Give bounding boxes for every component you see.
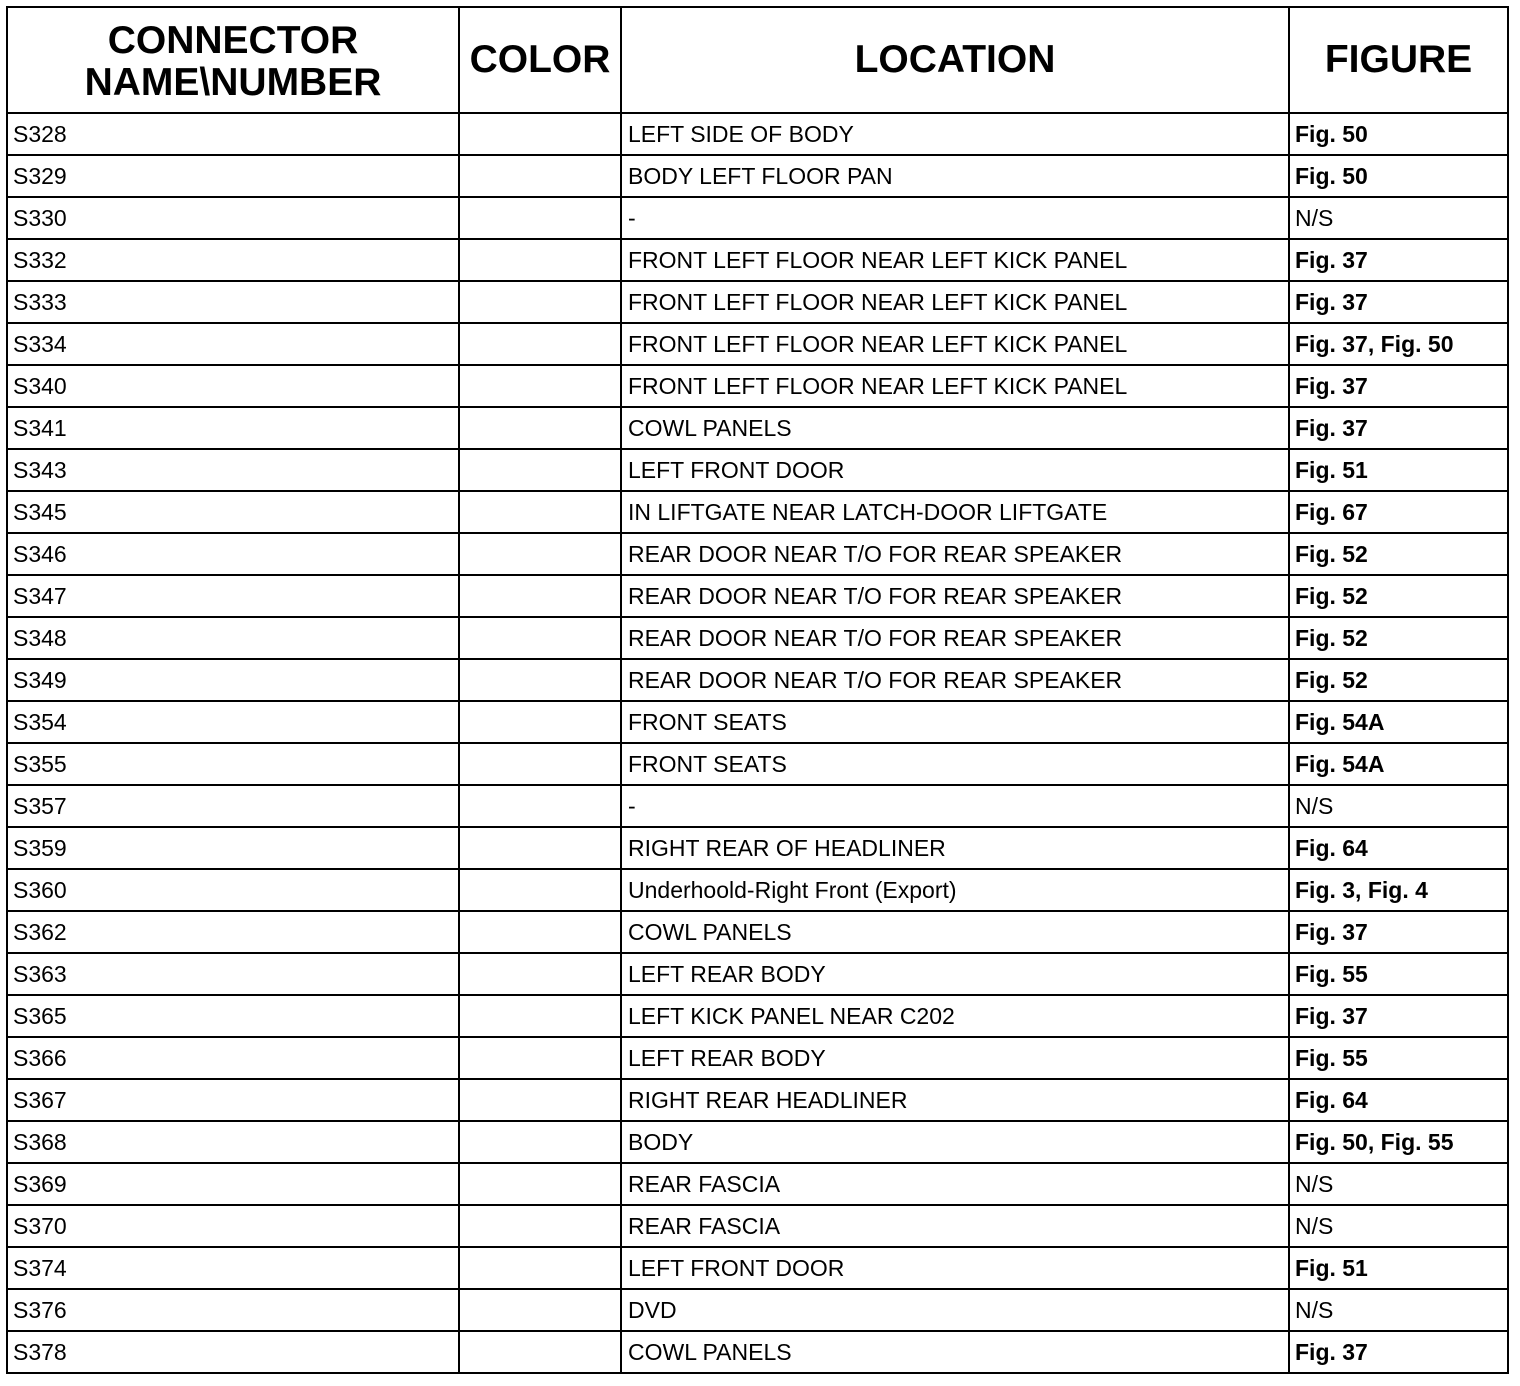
figure-cell: Fig. 37 — [1289, 1331, 1508, 1373]
color-cell — [459, 1331, 621, 1373]
connector-name-cell: S366 — [7, 1037, 459, 1079]
connector-name-cell: S357 — [7, 785, 459, 827]
color-cell — [459, 407, 621, 449]
color-cell — [459, 1037, 621, 1079]
connector-name-cell: S376 — [7, 1289, 459, 1331]
table-row — [7, 575, 1508, 617]
location-cell: IN LIFTGATE NEAR LATCH-DOOR LIFTGATE — [621, 491, 1289, 533]
figure-cell: Fig. 37 — [1289, 365, 1508, 407]
connector-name-cell: S363 — [7, 953, 459, 995]
connector-name-cell: S362 — [7, 911, 459, 953]
table-row — [7, 785, 1508, 827]
table-row — [7, 281, 1508, 323]
figure-cell: Fig. 54A — [1289, 743, 1508, 785]
table-row — [7, 533, 1508, 575]
connector-name-cell: S355 — [7, 743, 459, 785]
table-row — [7, 1121, 1508, 1163]
table-row — [7, 1163, 1508, 1205]
location-cell: COWL PANELS — [621, 407, 1289, 449]
color-cell — [459, 113, 621, 155]
table-row — [7, 365, 1508, 407]
connector-name-cell: S365 — [7, 995, 459, 1037]
connector-name-cell: S341 — [7, 407, 459, 449]
figure-cell: Fig. 51 — [1289, 1247, 1508, 1289]
figure-cell: Fig. 37, Fig. 50 — [1289, 323, 1508, 365]
color-cell — [459, 869, 621, 911]
figure-cell: Fig. 64 — [1289, 827, 1508, 869]
location-cell: COWL PANELS — [621, 1331, 1289, 1373]
color-cell — [459, 995, 621, 1037]
table-row — [7, 953, 1508, 995]
table-row — [7, 617, 1508, 659]
location-cell: DVD — [621, 1289, 1289, 1331]
table-header — [7, 7, 1508, 113]
connector-name-cell: S329 — [7, 155, 459, 197]
color-cell — [459, 575, 621, 617]
table-row — [7, 239, 1508, 281]
color-cell — [459, 911, 621, 953]
figure-cell: Fig. 37 — [1289, 239, 1508, 281]
connector-name-cell: S354 — [7, 701, 459, 743]
figure-cell: Fig. 51 — [1289, 449, 1508, 491]
figure-cell: Fig. 55 — [1289, 1037, 1508, 1079]
location-cell: LEFT KICK PANEL NEAR C202 — [621, 995, 1289, 1037]
connector-name-cell: S330 — [7, 197, 459, 239]
connector-name-cell: S348 — [7, 617, 459, 659]
connector-name-cell: S328 — [7, 113, 459, 155]
connector-name-cell: S346 — [7, 533, 459, 575]
location-cell: FRONT LEFT FLOOR NEAR LEFT KICK PANEL — [621, 239, 1289, 281]
header-location: LOCATION — [621, 7, 1289, 113]
color-cell — [459, 281, 621, 323]
header-row — [7, 7, 1508, 113]
table-row — [7, 1247, 1508, 1289]
figure-cell: Fig. 50 — [1289, 155, 1508, 197]
figure-cell: Fig. 52 — [1289, 659, 1508, 701]
location-cell: FRONT SEATS — [621, 701, 1289, 743]
location-cell: Underhoold-Right Front (Export) — [621, 869, 1289, 911]
connector-name-cell: S360 — [7, 869, 459, 911]
color-cell — [459, 659, 621, 701]
connector-name-cell: S374 — [7, 1247, 459, 1289]
location-cell: - — [621, 785, 1289, 827]
location-cell: LEFT REAR BODY — [621, 1037, 1289, 1079]
location-cell: LEFT FRONT DOOR — [621, 449, 1289, 491]
color-cell — [459, 617, 621, 659]
connector-name-cell: S378 — [7, 1331, 459, 1373]
connector-name-cell: S347 — [7, 575, 459, 617]
location-cell: REAR FASCIA — [621, 1163, 1289, 1205]
color-cell — [459, 155, 621, 197]
connector-name-cell: S368 — [7, 1121, 459, 1163]
location-cell: REAR DOOR NEAR T/O FOR REAR SPEAKER — [621, 533, 1289, 575]
table-row — [7, 323, 1508, 365]
figure-cell: N/S — [1289, 785, 1508, 827]
connector-name-cell: S343 — [7, 449, 459, 491]
connector-name-cell: S369 — [7, 1163, 459, 1205]
table-row — [7, 827, 1508, 869]
connector-table — [6, 6, 1509, 1374]
figure-cell: Fig. 37 — [1289, 407, 1508, 449]
connector-name-cell: S340 — [7, 365, 459, 407]
table-row — [7, 911, 1508, 953]
figure-cell: Fig. 37 — [1289, 281, 1508, 323]
connector-name-cell: S333 — [7, 281, 459, 323]
header-figure: FIGURE — [1289, 7, 1508, 113]
table-row — [7, 701, 1508, 743]
figure-cell: Fig. 52 — [1289, 617, 1508, 659]
connector-name-cell: S370 — [7, 1205, 459, 1247]
color-cell — [459, 1289, 621, 1331]
table-row — [7, 407, 1508, 449]
color-cell — [459, 1121, 621, 1163]
header-connector-line2: NAME\NUMBER — [84, 61, 382, 104]
table-row — [7, 995, 1508, 1037]
color-cell — [459, 1205, 621, 1247]
location-cell: COWL PANELS — [621, 911, 1289, 953]
color-cell — [459, 827, 621, 869]
location-cell: FRONT LEFT FLOOR NEAR LEFT KICK PANEL — [621, 323, 1289, 365]
color-cell — [459, 743, 621, 785]
color-cell — [459, 323, 621, 365]
color-cell — [459, 197, 621, 239]
color-cell — [459, 449, 621, 491]
location-cell: REAR DOOR NEAR T/O FOR REAR SPEAKER — [621, 659, 1289, 701]
location-cell: BODY LEFT FLOOR PAN — [621, 155, 1289, 197]
figure-cell: Fig. 37 — [1289, 911, 1508, 953]
connector-name-cell: S367 — [7, 1079, 459, 1121]
table-row — [7, 869, 1508, 911]
figure-cell: Fig. 54A — [1289, 701, 1508, 743]
figure-cell: N/S — [1289, 1163, 1508, 1205]
figure-cell: Fig. 55 — [1289, 953, 1508, 995]
location-cell: BODY — [621, 1121, 1289, 1163]
color-cell — [459, 533, 621, 575]
table-row — [7, 1079, 1508, 1121]
table-row — [7, 1037, 1508, 1079]
color-cell — [459, 953, 621, 995]
table-row — [7, 743, 1508, 785]
connector-name-cell: S345 — [7, 491, 459, 533]
location-cell: FRONT SEATS — [621, 743, 1289, 785]
connector-name-cell: S332 — [7, 239, 459, 281]
location-cell: REAR FASCIA — [621, 1205, 1289, 1247]
table-row — [7, 449, 1508, 491]
location-cell: LEFT SIDE OF BODY — [621, 113, 1289, 155]
location-cell: RIGHT REAR HEADLINER — [621, 1079, 1289, 1121]
color-cell — [459, 239, 621, 281]
header-color: COLOR — [459, 7, 621, 113]
color-cell — [459, 1163, 621, 1205]
color-cell — [459, 491, 621, 533]
location-cell: RIGHT REAR OF HEADLINER — [621, 827, 1289, 869]
color-cell — [459, 785, 621, 827]
location-cell: REAR DOOR NEAR T/O FOR REAR SPEAKER — [621, 575, 1289, 617]
location-cell: LEFT FRONT DOOR — [621, 1247, 1289, 1289]
table-body — [7, 113, 1508, 1373]
figure-cell: Fig. 52 — [1289, 575, 1508, 617]
figure-cell: N/S — [1289, 1205, 1508, 1247]
figure-cell: N/S — [1289, 197, 1508, 239]
location-cell: LEFT REAR BODY — [621, 953, 1289, 995]
location-cell: REAR DOOR NEAR T/O FOR REAR SPEAKER — [621, 617, 1289, 659]
figure-cell: Fig. 50 — [1289, 113, 1508, 155]
table-row — [7, 113, 1508, 155]
location-cell: - — [621, 197, 1289, 239]
connector-name-cell: S349 — [7, 659, 459, 701]
location-cell: FRONT LEFT FLOOR NEAR LEFT KICK PANEL — [621, 365, 1289, 407]
header-connector-line1: CONNECTOR — [107, 19, 359, 62]
color-cell — [459, 701, 621, 743]
figure-cell: Fig. 64 — [1289, 1079, 1508, 1121]
figure-cell: Fig. 3, Fig. 4 — [1289, 869, 1508, 911]
table-row — [7, 197, 1508, 239]
table-row — [7, 491, 1508, 533]
color-cell — [459, 365, 621, 407]
connector-name-cell: S334 — [7, 323, 459, 365]
table-row — [7, 659, 1508, 701]
figure-cell: Fig. 67 — [1289, 491, 1508, 533]
header-connector-name — [7, 7, 459, 113]
figure-cell: Fig. 52 — [1289, 533, 1508, 575]
table-row — [7, 1205, 1508, 1247]
color-cell — [459, 1079, 621, 1121]
connector-name-cell: S359 — [7, 827, 459, 869]
table-row — [7, 155, 1508, 197]
location-cell: FRONT LEFT FLOOR NEAR LEFT KICK PANEL — [621, 281, 1289, 323]
table-row — [7, 1331, 1508, 1373]
figure-cell: N/S — [1289, 1289, 1508, 1331]
figure-cell: Fig. 50, Fig. 55 — [1289, 1121, 1508, 1163]
table-row — [7, 1289, 1508, 1331]
color-cell — [459, 1247, 621, 1289]
figure-cell: Fig. 37 — [1289, 995, 1508, 1037]
